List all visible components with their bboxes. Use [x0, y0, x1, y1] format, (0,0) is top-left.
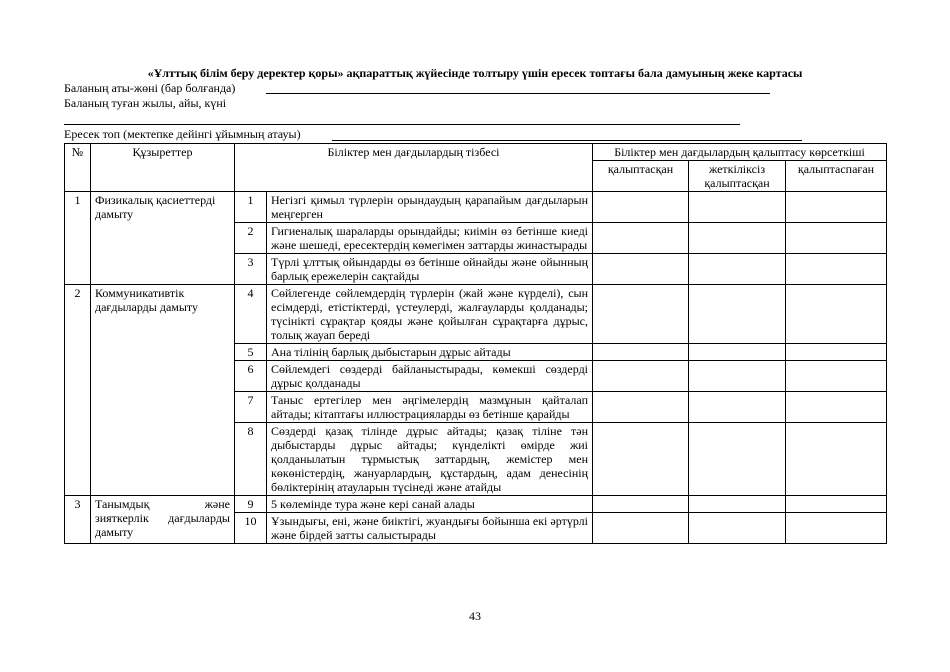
- group-number: 3: [65, 496, 91, 544]
- cell-insufficient[interactable]: [689, 423, 786, 496]
- birth-date-underline[interactable]: [64, 124, 740, 125]
- item-number: 2: [235, 223, 267, 254]
- competency-name: Танымдық және зияткерлік дағдыларды дамыту: [91, 496, 235, 544]
- table-header-row: [65, 144, 887, 161]
- item-text: Ұзындығы, ені, және биіктігі, жуандығы бойынша екі әртүрлі және бірдей затты салыстырады: [267, 513, 593, 544]
- cell-not-formed[interactable]: [786, 344, 887, 361]
- page-number: 43: [469, 609, 481, 623]
- item-number: 5: [235, 344, 267, 361]
- cell-insufficient[interactable]: [689, 496, 786, 513]
- cell-insufficient[interactable]: [689, 192, 786, 223]
- header-no: №: [65, 144, 91, 192]
- header-level-insufficient: жеткіліксіз қалыптасқан: [689, 161, 786, 192]
- cell-formed[interactable]: [593, 392, 689, 423]
- group-label: Ересек топ (мектепке дейінгі ұйымның атауы): [64, 127, 301, 141]
- cell-insufficient[interactable]: [689, 285, 786, 344]
- cell-not-formed[interactable]: [786, 285, 887, 344]
- group-number: 1: [65, 192, 91, 285]
- item-text: 5 көлемінде тура және кері санай алады: [267, 496, 593, 513]
- item-text: Ана тілінің барлық дыбыстарын дұрыс айтады: [267, 344, 593, 361]
- group-number: 2: [65, 285, 91, 496]
- header-level-not-formed: қалыптаспаған: [786, 161, 887, 192]
- child-name-underline[interactable]: [266, 93, 770, 94]
- cell-not-formed[interactable]: [786, 361, 887, 392]
- item-number: 9: [235, 496, 267, 513]
- header-indicator: Біліктер мен дағдылардың қалыптасу көрсеткіші: [593, 144, 887, 161]
- cell-insufficient[interactable]: [689, 344, 786, 361]
- item-number: 7: [235, 392, 267, 423]
- item-text: Түрлі ұлттық ойындарды өз бетінше ойнайды және ойынның барлық ережелерін сақтайды: [267, 254, 593, 285]
- item-number: 4: [235, 285, 267, 344]
- cell-formed[interactable]: [593, 496, 689, 513]
- cell-insufficient[interactable]: [689, 392, 786, 423]
- item-number: 6: [235, 361, 267, 392]
- cell-formed[interactable]: [593, 423, 689, 496]
- table-row: [65, 285, 887, 344]
- cell-insufficient[interactable]: [689, 223, 786, 254]
- cell-not-formed[interactable]: [786, 496, 887, 513]
- document-title: «Ұлттық білім беру деректер қоры» ақпараттық жүйесінде толтыру үшін ересек топтағы бала дамуының жеке картасы: [147, 66, 803, 80]
- header-competencies: Құзыреттер: [91, 144, 235, 192]
- table-row: [65, 192, 887, 223]
- cell-not-formed[interactable]: [786, 513, 887, 544]
- cell-formed[interactable]: [593, 192, 689, 223]
- cell-not-formed[interactable]: [786, 392, 887, 423]
- table-row: [65, 496, 887, 513]
- item-number: 1: [235, 192, 267, 223]
- birth-date-label: Баланың туған жылы, айы, күні: [64, 96, 227, 110]
- cell-formed[interactable]: [593, 254, 689, 285]
- cell-not-formed[interactable]: [786, 192, 887, 223]
- competency-name: Коммуникативтік дағдыларды дамыту: [91, 285, 235, 496]
- development-table: [64, 143, 887, 544]
- item-text: Негізгі қимыл түрлерін орындаудың қарапайым дағдыларын меңгерген: [267, 192, 593, 223]
- cell-not-formed[interactable]: [786, 223, 887, 254]
- cell-not-formed[interactable]: [786, 423, 887, 496]
- cell-formed[interactable]: [593, 285, 689, 344]
- cell-formed[interactable]: [593, 344, 689, 361]
- item-text: Сөйлемдегі сөздерді байланыстырады, көмекші сөздерді дұрыс қолданады: [267, 361, 593, 392]
- cell-insufficient[interactable]: [689, 513, 786, 544]
- competency-name: Физикалық қасиеттерді дамыту: [91, 192, 235, 285]
- item-number: 3: [235, 254, 267, 285]
- item-text: Сөйлегенде сөйлемдердің түрлерін (жай және күрделі), сын есімдерді, етістіктерді, үстеулерді, жалғауларды қолданады; түсінікті сұрақтар қояды және қойылған сұрақтарға дұрыс, толық жауап береді: [267, 285, 593, 344]
- header-skills-list: Біліктер мен дағдылардың тізбесі: [235, 144, 593, 192]
- cell-formed[interactable]: [593, 361, 689, 392]
- cell-formed[interactable]: [593, 223, 689, 254]
- item-text: Сөздерді қазақ тілінде дұрыс айтады; қазақ тіліне тән дыбыстарды дұрыс айтады; күнделікті өмірде жиі қолданылатын тұрмыстық заттардың, жемістер мен көкөністердің, жануарлардың, құстардың, адам денесінің бөліктерінің атауларын түсінеді және атайды: [267, 423, 593, 496]
- header-level-formed: қалыптасқан: [593, 161, 689, 192]
- cell-not-formed[interactable]: [786, 254, 887, 285]
- cell-formed[interactable]: [593, 513, 689, 544]
- item-number: 10: [235, 513, 267, 544]
- cell-insufficient[interactable]: [689, 361, 786, 392]
- cell-insufficient[interactable]: [689, 254, 786, 285]
- child-name-label: Баланың аты-жөні (бар болғанда): [64, 81, 236, 95]
- group-underline[interactable]: [332, 140, 802, 141]
- item-text: Таныс ертегілер мен әңгімелердің мазмұнын қайталап айтады; кітаптағы иллюстрацияларды өз бетінше қарайды: [267, 392, 593, 423]
- item-number: 8: [235, 423, 267, 496]
- item-text: Гигиеналық шараларды орындайды; киімін өз бетінше киеді және шешеді, ересектердің көмегімен заттарды жинастырады: [267, 223, 593, 254]
